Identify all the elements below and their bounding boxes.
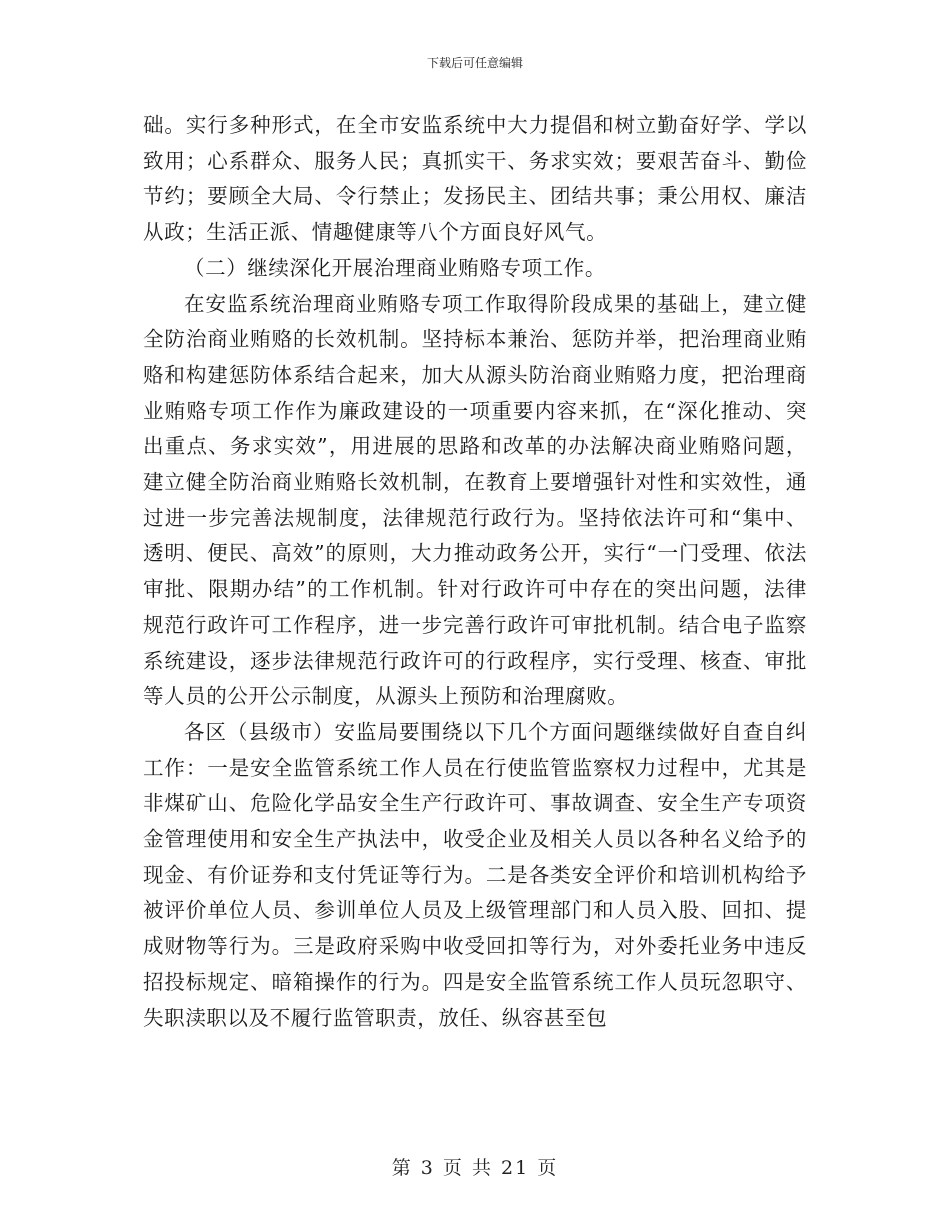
page-header: 下载后可任意编辑 [426,56,523,70]
document-body [143,108,807,1036]
footer-page-number: 3 [420,1157,435,1179]
paragraph-continuation: 础。实行多种形式，在全市安监系统中大力提倡和树立勤奋好学、学以致用；心系群众、服务人民；真抓实干、务求实效；要艰苦奋斗、勤俭节约；要顾全大局、令行禁止；发扬民主、团结共事；秉公用权、廉洁从政；生活正派、情趣健康等八个方面良好风气。 [143,113,807,245]
section-heading: （二）继续深化开展治理商业贿赂专项工作。 [184,255,606,280]
footer-total-pages: 21 [501,1157,530,1179]
paragraph-bribery-work: 在安监系统治理商业贿赂专项工作取得阶段成果的基础上，建立健全防治商业贿赂的长效机制。坚持标本兼治、惩防并举，把治理商业贿赂和构建惩防体系结合起来，加大从源头防治商业贿赂力度，把治理商业贿赂专项工作作为廉政建设的一项重要内容来抓，在“深化推动、突出重点、务求实效”，用进展的思路和改革的办法解决商业贿赂问题，建立健全防治商业贿赂长效机制，在教育上要增强针对性和实效性，通过进一步完善法规制度，法律规范行政行为。坚持依法许可和“集中、透明、便民、高效”的原则，大力推动政务公开，实行“一门受理、依法审批、限期办结”的工作机制。针对行政许可中存在的突出问题，法律规范行政许可工作程序，进一步完善行政许可审批机制。结合电子监察系统建设，逐步法律规范行政许可的行政程序，实行受理、核查、审批等人员的公开公示制度，从源头上预防和治理腐败。 [143,291,807,709]
page-footer [0,1153,950,1180]
paragraph-self-inspection: 各区（县级市）安监局要围绕以下几个方面问题继续做好自查自纠工作：一是安全监管系统工作人员在行使监管监察权力过程中，尤其是非煤矿山、危险化学品安全生产行政许可、事故调查、安全生产专项资金管理使用和安全生产执法中，收受企业及相关人员以各种名义给予的现金、有价证券和支付凭证等行为。二是各类安全评价和培训机构给予被评价单位人员、参训单位人员及上级管理部门和人员入股、回扣、提成财物等行为。三是政府采购中收受回扣等行为，对外委托业务中违反招投标规定、暗箱操作的行为。四是安全监管系统工作人员玩忽职守、失职渎职以及不履行监管职责，放任、纵容甚至包 [143,719,807,1030]
footer-suffix: 页 [537,1157,559,1179]
footer-middle: 页 共 [442,1157,493,1179]
footer-prefix: 第 [391,1157,413,1179]
